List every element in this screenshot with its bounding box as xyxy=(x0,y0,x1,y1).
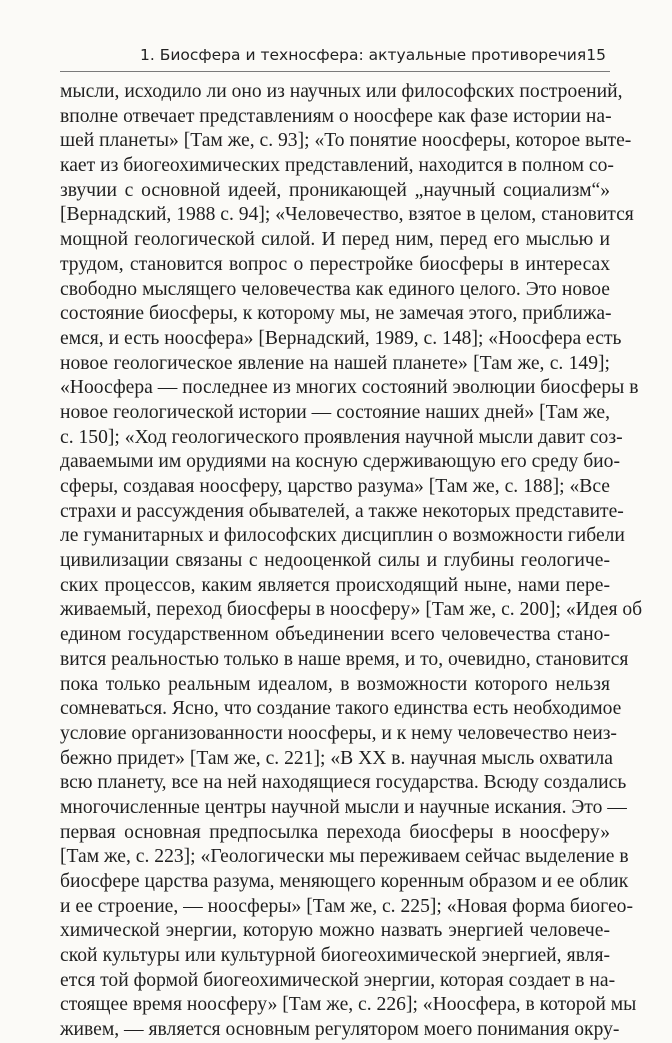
text-line: даваемыми им орудиями на косную сдерживающую его среду био- xyxy=(60,451,620,473)
text-line: ется той формой биогеохимической энергии, которая создает в на- xyxy=(60,969,616,991)
text-line: вполне отвечает представлениям о ноосфере как фазе истории на- xyxy=(60,105,612,127)
text-line: [Вернадский, 1988 с. 94]; «Человечество, взятое в целом, становится xyxy=(60,204,634,226)
text-line: ле гуманитарных и философских дисциплин о возможности гибели xyxy=(60,525,625,547)
text-line: сомневаться. Ясно, что создание такого единства есть необходимое xyxy=(60,698,622,720)
text-line: цивилизации связаны с недооценкой силы и глубины геологиче- xyxy=(60,550,610,572)
running-title: 1. Биосфера и техносфера: актуальные противоречия xyxy=(140,46,587,64)
text-line: условие организованности ноосферы, и к нему человечество неиз- xyxy=(60,722,617,744)
text-line: первая основная предпосылка перехода биосферы в ноосферу» xyxy=(60,821,610,843)
text-line: химической энергии, которую можно назвать энергией человече- xyxy=(60,920,610,942)
text-line: всю планету, все на ней находящиеся государства. Всюду создались xyxy=(60,772,627,794)
text-line: пока только реальным идеалом, в возможности которого нельзя xyxy=(60,673,610,695)
page-number: 15 xyxy=(586,46,606,64)
text-line: биосфере царства разума, меняющего коренным образом и ее облик xyxy=(60,871,629,892)
text-line: [Там же, с. 223]; «Геологически мы переживаем сейчас выделение в xyxy=(60,846,629,868)
text-line: мощной геологической силой. И перед ним, перед его мыслью и xyxy=(60,229,610,251)
text-line: с. 150]; «Ход геологического проявления научной мысли давит соз- xyxy=(60,426,623,448)
text-line: ских процессов, каким является происходящий ныне, нами пере- xyxy=(60,574,610,596)
text-line: ской культуры или культурной биогеохимической энергией, явля- xyxy=(60,945,610,967)
text-line: звучии с основной идеей, проникающей „научный социализм“» xyxy=(60,179,610,201)
text-line: сферы, создавая ноосферу, царство разума» [Там же, с. 188]; «Все xyxy=(60,476,610,497)
text-line: емся, и есть ноосфера» [Вернадский, 1989, с. 148]; «Ноосфера есть xyxy=(60,327,622,349)
running-header xyxy=(60,46,610,72)
text-line: и ее строение, — ноосферы» [Там же, с. 225]; «Новая форма биогео- xyxy=(60,895,633,917)
text-line: свободно мыслящего человечества как единого целого. Это новое xyxy=(60,278,610,300)
text-line: бежно придет» [Там же, с. 221]; «В XX в. научная мысль охватила xyxy=(60,747,613,769)
text-line: шей планеты» [Там же, с. 93]; «То понятие ноосферы, которое выте- xyxy=(60,130,632,152)
text-line: живаемый, переход биосферы в ноосферу» [Там же, с. 200]; «Идея об xyxy=(60,599,643,621)
text-line: вится реальностью только в наше время, и то, очевидно, становится xyxy=(60,648,629,670)
text-line: стоящее время ноосферу» [Там же, с. 226]; «Ноосфера, в которой мы xyxy=(60,994,637,1016)
text-line: страхи и рассуждения обывателей, а также некоторых представите- xyxy=(60,500,624,522)
text-line: состояние биосферы, к которому мы, не замечая этого, приближа- xyxy=(60,303,612,325)
text-line: новое геологическое явление на нашей планете» [Там же, с. 149]; xyxy=(60,352,610,374)
text-line: трудом, становится вопрос о перестройке биосферы в интересах xyxy=(60,253,610,275)
text-line: живем, — является основным регулятором моего понимания окру- xyxy=(60,1019,620,1041)
text-line: многочисленные центры научной мысли и научные искания. Это — xyxy=(60,796,627,818)
text-line: кает из биогеохимических представлений, находится в полном со- xyxy=(60,155,614,177)
body-text xyxy=(60,80,643,1043)
text-line: новое геологической истории — состояние наших дней» [Там же, xyxy=(60,401,610,423)
text-line: мысли, исходило ли оно из научных или философских построений, xyxy=(60,81,623,102)
header-rule xyxy=(60,71,610,72)
text-line: едином государственном объединении всего человечества стано- xyxy=(60,624,610,646)
text-line: «Ноосфера — последнее из многих состояний эволюции биосферы в xyxy=(60,377,639,399)
